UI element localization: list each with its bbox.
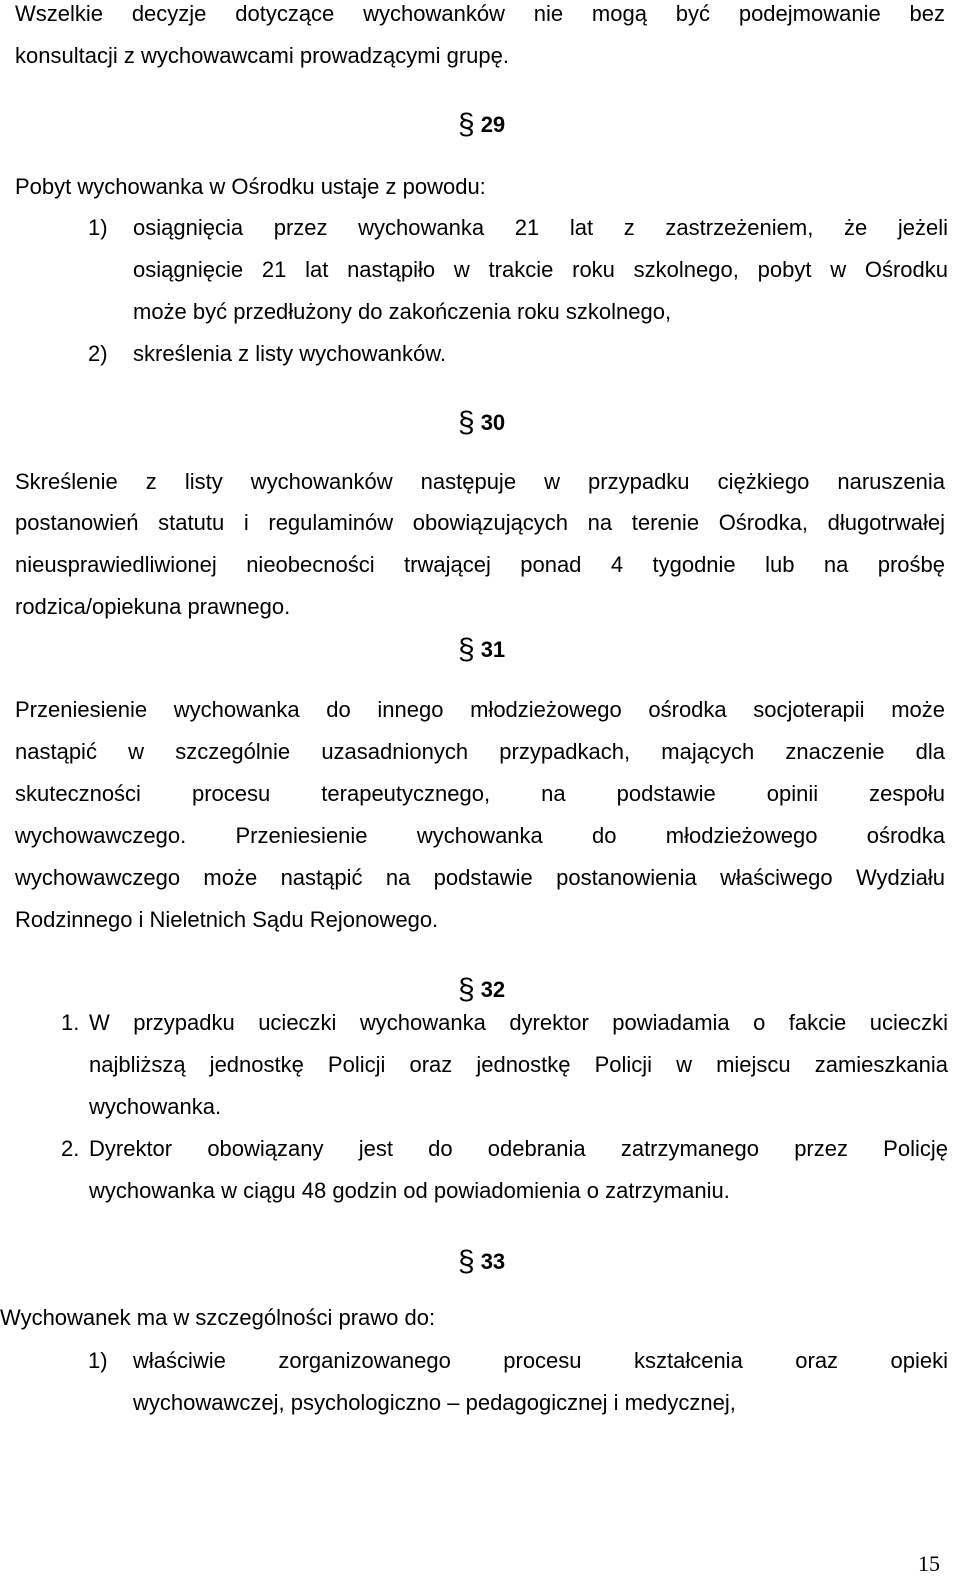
section-number: 29 [480,112,506,137]
section-symbol: § [458,973,475,1006]
s33-item1-line1: właściwie zorganizowanego procesu kształcenia oraz opieki [133,1348,948,1373]
s32-item2-number: 2. [61,1136,80,1161]
s31-line-2: nastąpić w szczególnie uzasadnionych przypadkach, mających znaczenie dla [15,739,945,764]
section-heading-32 [458,973,506,1006]
s31-line-3: skuteczności procesu terapeutycznego, na podstawie opinii zespołu [15,781,945,806]
section-number: 30 [480,410,506,435]
page-number: 15 [918,1551,940,1576]
s33-lead: Wychowanek ma w szczególności prawo do: [0,1305,436,1330]
s32-item1-line1: W przypadku ucieczki wychowanka dyrektor powiadamia o fakcie ucieczki [89,1010,948,1035]
s29-item1-number: 1) [88,215,108,240]
s30-line-1: Skreślenie z listy wychowanków następuje w przypadku ciężkiego naruszenia [15,469,945,494]
section-heading-33 [458,1245,506,1278]
intro-line-2: konsultacji z wychowawcami prowadzącymi grupę. [15,43,509,68]
s30-line-4: rodzica/opiekuna prawnego. [15,594,291,619]
section-heading-29 [458,108,506,141]
section-number: 33 [480,1249,506,1274]
section-symbol: § [458,406,475,439]
s31-line-5: wychowawczego może nastąpić na podstawie postanowienia właściwego Wydziału [15,865,945,890]
s29-item1-line3: może być przedłużony do zakończenia roku szkolnego, [133,299,672,324]
s31-line-4: wychowawczego. Przeniesienie wychowanka do młodzieżowego ośrodka [15,823,945,848]
s31-line-1: Przeniesienie wychowanka do innego młodzieżowego ośrodka socjoterapii może [15,697,945,722]
section-symbol: § [458,1245,475,1278]
intro-line-1: Wszelkie decyzje dotyczące wychowanków nie mogą być podejmowanie bez [15,1,945,26]
s32-item2-line1: Dyrektor obowiązany jest do odebrania zatrzymanego przez Policję [89,1136,948,1161]
s30-line-3: nieusprawiedliwionej nieobecności trwającej ponad 4 tygodnie lub na prośbę [15,552,945,577]
s30-line-2: postanowień statutu i regulaminów obowiązujących na terenie Ośrodka, długotrwałej [15,510,945,535]
s31-line-6: Rodzinnego i Nieletnich Sądu Rejonowego. [15,907,439,932]
section-number: 31 [480,637,506,662]
s33-item1-number: 1) [88,1348,108,1373]
section-symbol: § [458,633,475,666]
s29-item2-number: 2) [88,341,108,366]
section-symbol: § [458,108,475,141]
s32-item1-number: 1. [61,1010,80,1035]
s33-item1-line2: wychowawczej, psychologiczno – pedagogicznej i medycznej, [133,1390,736,1415]
section-heading-30 [458,406,506,439]
s29-item1-line1: osiągnięcia przez wychowanka 21 lat z zastrzeżeniem, że jeżeli [133,215,948,240]
s29-lead: Pobyt wychowanka w Ośrodku ustaje z powodu: [15,174,486,199]
s29-item2-line1: skreślenia z listy wychowanków. [133,341,447,366]
section-number: 32 [480,977,506,1002]
s32-item2-line2: wychowanka w ciągu 48 godzin od powiadomienia o zatrzymaniu. [89,1178,730,1203]
s29-item1-line2: osiągnięcie 21 lat nastąpiło w trakcie roku szkolnego, pobyt w Ośrodku [133,257,948,282]
s32-item1-line3: wychowanka. [89,1094,222,1119]
section-heading-31 [458,633,506,666]
s32-item1-line2: najbliższą jednostkę Policji oraz jednostkę Policji w miejscu zamieszkania [89,1052,948,1077]
